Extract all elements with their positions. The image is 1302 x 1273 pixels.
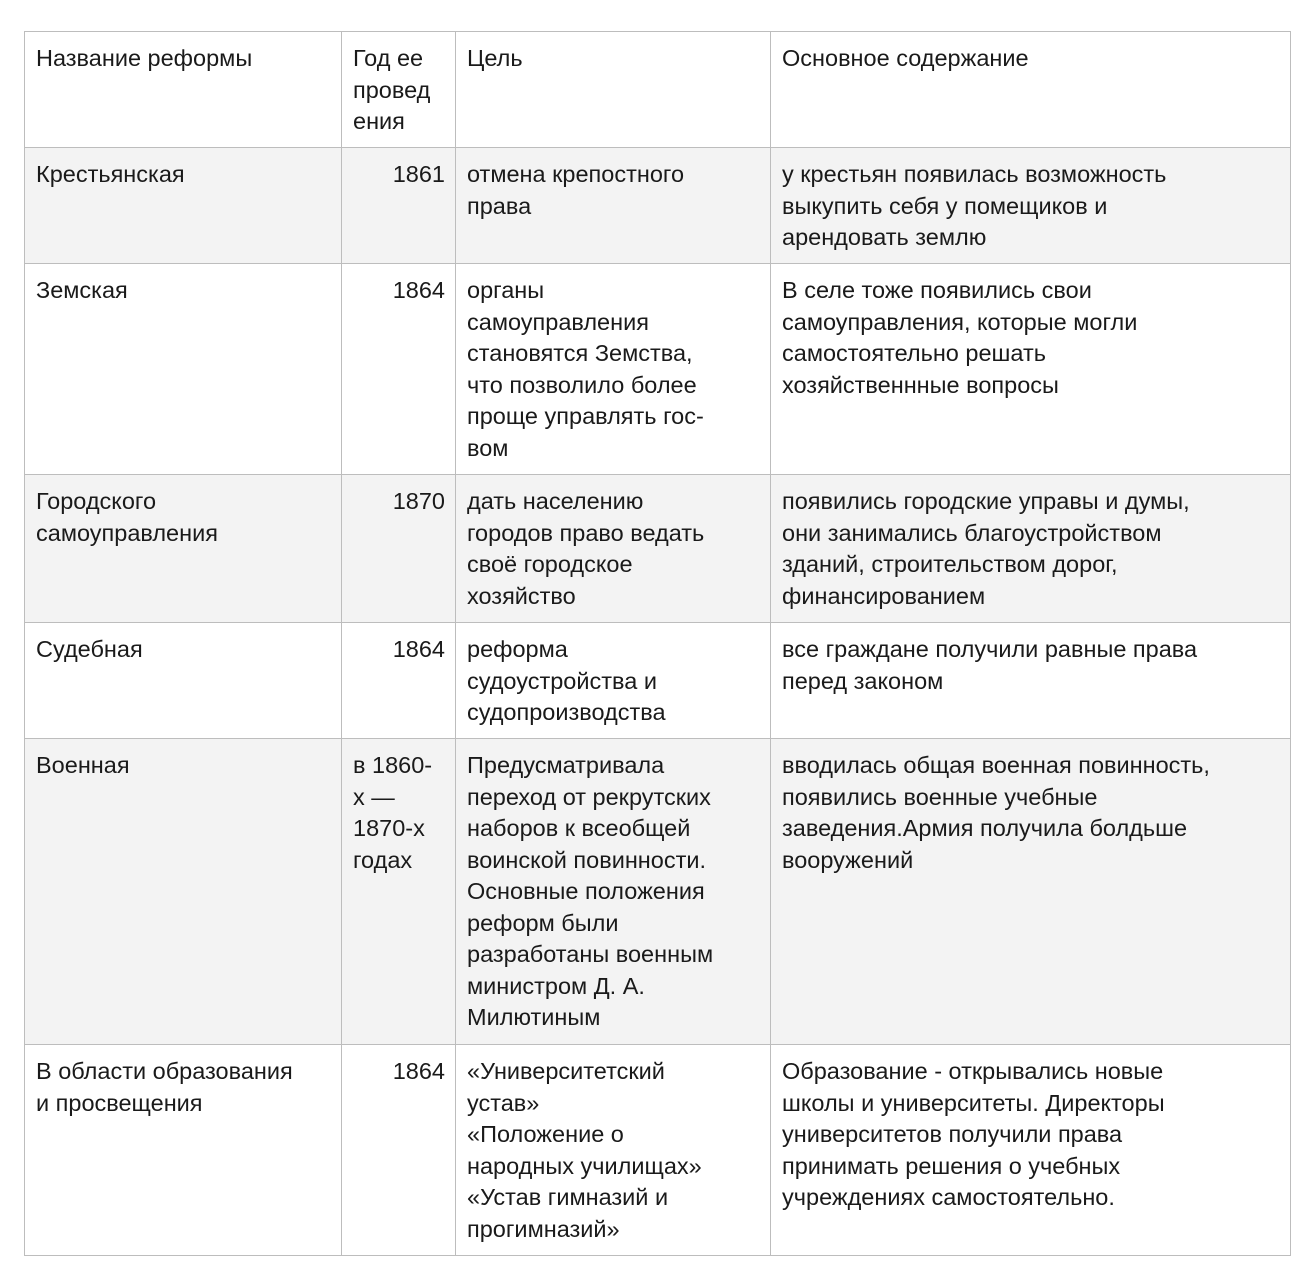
reform-goal-cell: отмена крепостного права (456, 148, 771, 264)
reform-name-cell: Судебная (25, 623, 342, 739)
reforms-table (24, 31, 1291, 1256)
reform-year-cell: 1864 (342, 264, 456, 475)
header-row (25, 32, 1291, 148)
reform-goal-cell: Предусматривала переход от рекрутских наборов к всеобщей воинской повинности. Основные положения реформ были разработаны военным министром Д. А. Милютиным (456, 739, 771, 1045)
reform-year-cell: в 1860- х — 1870-х годах (342, 739, 456, 1045)
reform-content-cell: Образование - открывались новые школы и университеты. Директоры университетов получили права принимать решения о учебных учреждениях самостоятельно. (771, 1045, 1291, 1256)
reform-name-cell: Военная (25, 739, 342, 1045)
table-row (25, 739, 1291, 1045)
reform-content-cell: В селе тоже появились свои самоуправления, которые могли самостоятельно решать хозяйственнные вопросы (771, 264, 1291, 475)
reform-year-cell: 1861 (342, 148, 456, 264)
reform-content-cell: у крестьян появилась возможность выкупить себя у помещиков и арендовать землю (771, 148, 1291, 264)
reform-content-cell: все граждане получили равные права перед законом (771, 623, 1291, 739)
reform-year-cell: 1870 (342, 475, 456, 623)
header-cell-content: Основное содержание (771, 32, 1291, 148)
reform-goal-cell: «Университетский устав» «Положение о народных училищах» «Устав гимназий и прогимназий» (456, 1045, 771, 1256)
table-row (25, 148, 1291, 264)
reform-goal-cell: дать населению городов право ведать своё городское хозяйство (456, 475, 771, 623)
header-cell-name: Название реформы (25, 32, 342, 148)
table-row (25, 264, 1291, 475)
reform-name-cell: Земская (25, 264, 342, 475)
reform-goal-cell: реформа судоустройства и судопроизводства (456, 623, 771, 739)
reform-name-cell: Городского самоуправления (25, 475, 342, 623)
reform-content-cell: вводилась общая военная повинность, появились военные учебные заведения.Армия получила болдьше вооружений (771, 739, 1291, 1045)
reform-year-cell: 1864 (342, 1045, 456, 1256)
table-row (25, 623, 1291, 739)
reform-name-cell: Крестьянская (25, 148, 342, 264)
reform-year-cell: 1864 (342, 623, 456, 739)
reform-content-cell: появились городские управы и думы, они занимались благоустройством зданий, строительством дорог, финансированием (771, 475, 1291, 623)
table-row (25, 1045, 1291, 1256)
header-cell-goal: Цель (456, 32, 771, 148)
reform-goal-cell: органы самоуправления становятся Земства, что позволило более проще управлять гос- вом (456, 264, 771, 475)
table-row (25, 475, 1291, 623)
header-cell-year: Год ее провед ения (342, 32, 456, 148)
reform-name-cell: В области образования и просвещения (25, 1045, 342, 1256)
